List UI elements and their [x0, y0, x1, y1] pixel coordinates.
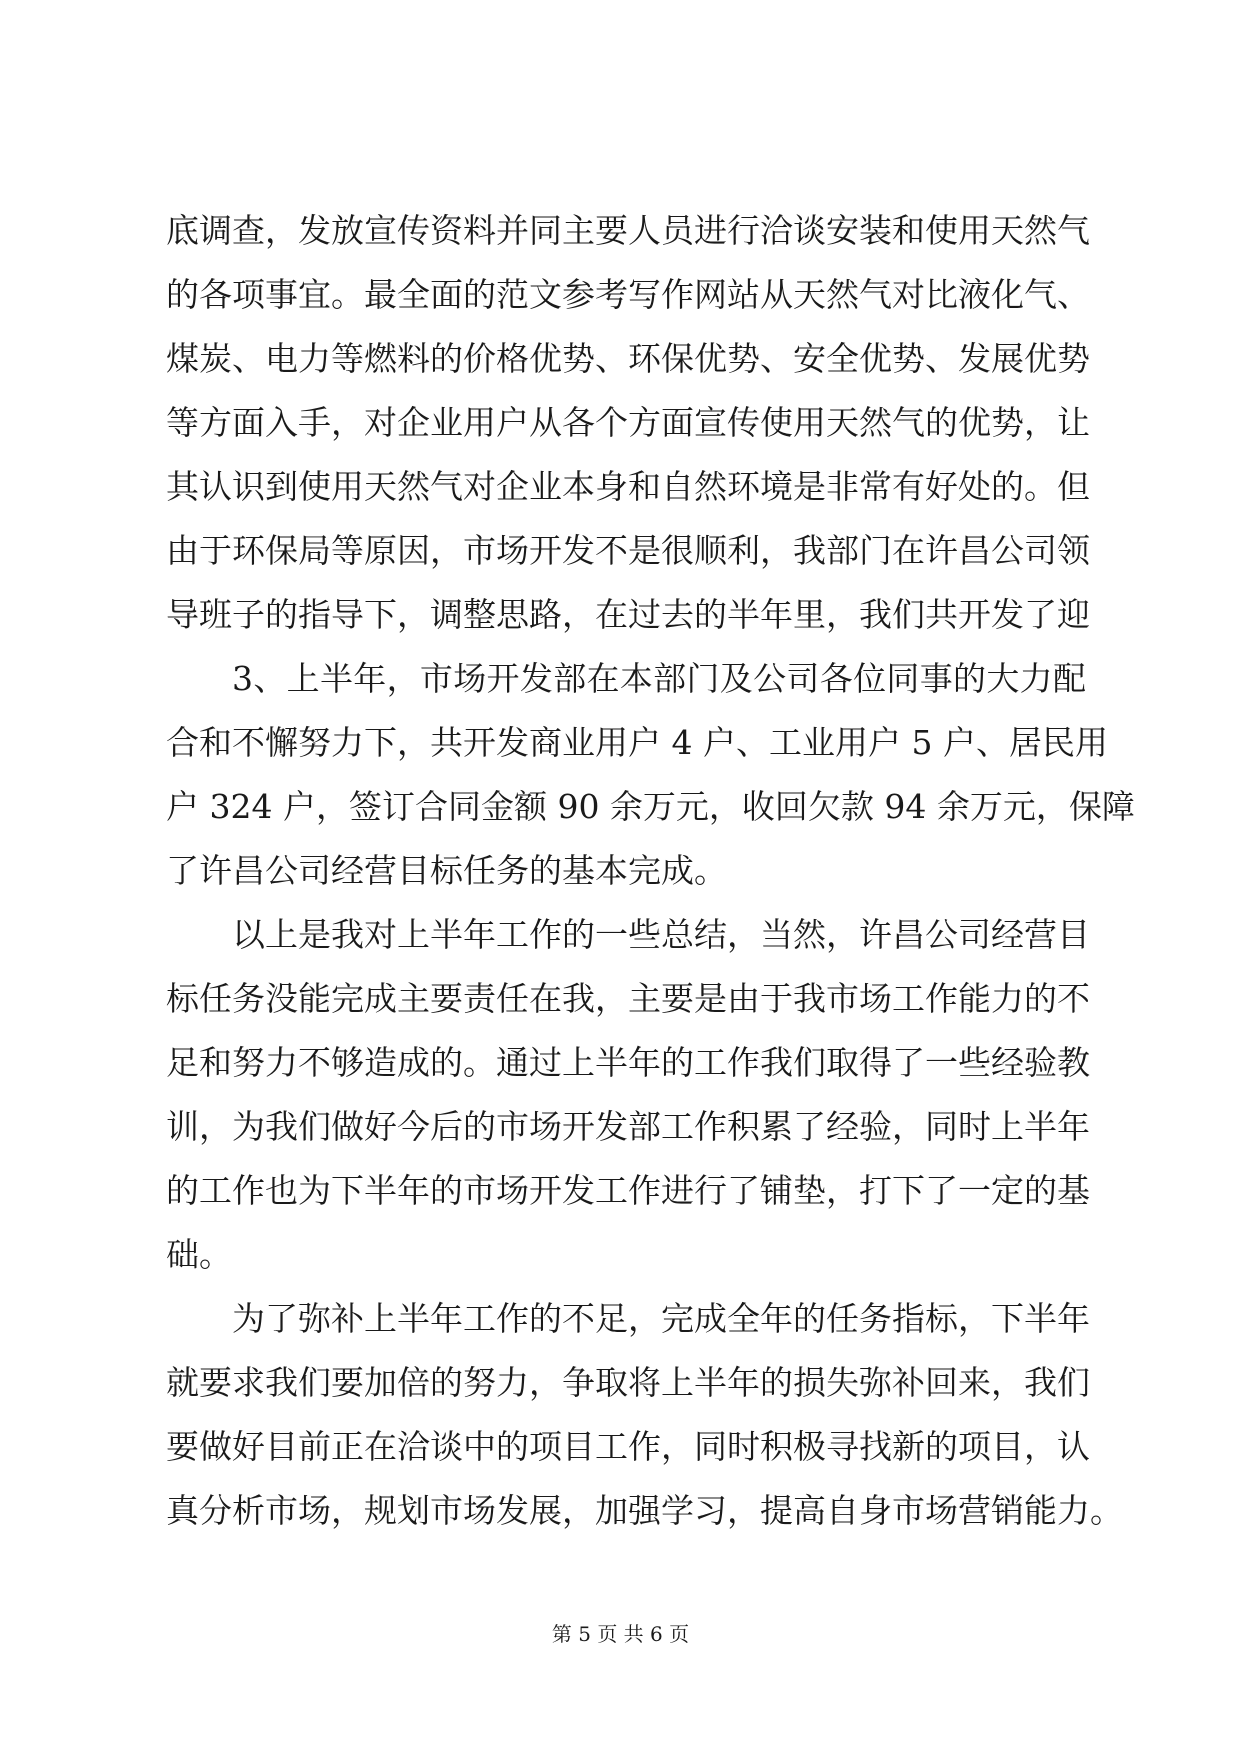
text-line: 户 324 户，签订合同金额 90 余万元，收回欠款 94 余万元，保障 — [166, 787, 1135, 826]
text-line: 3、上半年，市场开发部在本部门及公司各位同事的大力配 — [232, 659, 1086, 698]
text-line: 以上是我对上半年工作的一些总结，当然，许昌公司经营目 — [232, 915, 1090, 954]
text-line: 要做好目前正在洽谈中的项目工作，同时积极寻找新的项目，认 — [166, 1427, 1090, 1466]
text-line: 真分析市场，规划市场发展，加强学习，提高自身市场营销能力。 — [166, 1491, 1123, 1530]
text-line: 等方面入手，对企业用户从各个方面宣传使用天然气的优势，让 — [166, 403, 1090, 442]
text-line: 足和努力不够造成的。通过上半年的工作我们取得了一些经验教 — [166, 1043, 1090, 1082]
text-line: 煤炭、电力等燃料的价格优势、环保优势、安全优势、发展优势 — [166, 339, 1090, 378]
text-line: 就要求我们要加倍的努力，争取将上半年的损失弥补回来，我们 — [166, 1363, 1090, 1402]
text-line: 底调查，发放宣传资料并同主要人员进行洽谈安装和使用天然气 — [166, 211, 1090, 250]
text-line: 由于环保局等原因，市场开发不是很顺利，我部门在许昌公司领 — [166, 531, 1090, 570]
text-line: 其认识到使用天然气对企业本身和自然环境是非常有好处的。但 — [166, 467, 1090, 506]
text-line: 的工作也为下半年的市场开发工作进行了铺垫，打下了一定的基 — [166, 1171, 1090, 1210]
page-number: 第 5 页 共 6 页 — [551, 1622, 690, 1646]
text-line: 础。 — [166, 1235, 232, 1274]
text-line: 了许昌公司经营目标任务的基本完成。 — [166, 851, 727, 890]
text-line: 为了弥补上半年工作的不足，完成全年的任务指标，下半年 — [232, 1299, 1090, 1338]
text-line: 标任务没能完成主要责任在我，主要是由于我市场工作能力的不 — [166, 979, 1090, 1018]
text-line: 的各项事宜。最全面的范文参考写作网站从天然气对比液化气、 — [166, 275, 1090, 314]
text-line: 训，为我们做好今后的市场开发部工作积累了经验，同时上半年 — [166, 1107, 1090, 1146]
text-line: 导班子的指导下，调整思路，在过去的半年里，我们共开发了迎 — [166, 595, 1090, 634]
text-line: 合和不懈努力下，共开发商业用户 4 户、工业用户 5 户、居民用 — [166, 723, 1108, 762]
